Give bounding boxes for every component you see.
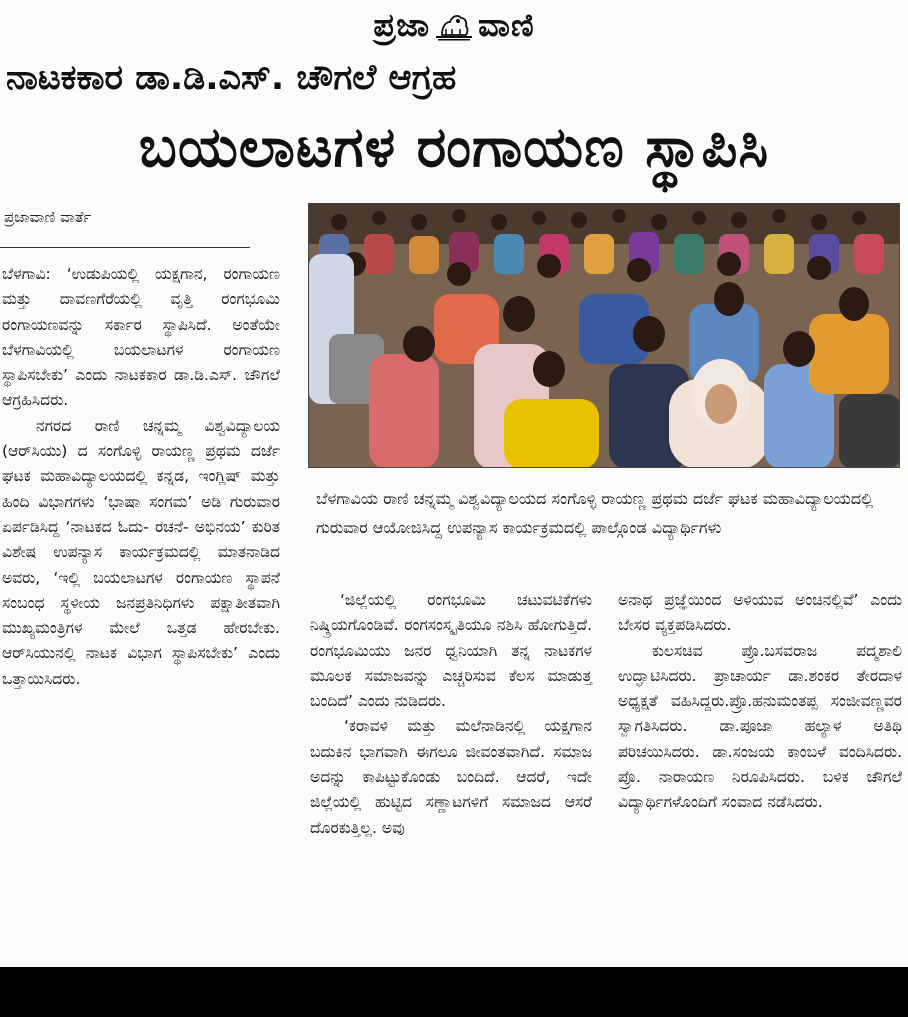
masthead-left: ಪ್ರಜಾ xyxy=(373,5,431,44)
lion-emblem-icon xyxy=(434,8,474,42)
photo-caption: ಬೆಳಗಾವಿಯ ರಾಣಿ ಚನ್ನಮ್ಮ ವಿಶ್ವವಿದ್ಯಾಲಯದ ಸಂಗೊಳ್ಳಿ ರಾಯಣ್ಣ ಪ್ರಥಮ ದರ್ಜೆ ಘಟಕ ಮಹಾವಿದ್ಯಾಲಯದಲ್ಲಿ ಗುರುವಾರ ಆಯೋಜಿಸಿದ್ದ ಉಪನ್ಯಾಸ ಕಾರ್ಯಕ್ರಮದಲ್ಲಿ ಪಾಲ್ಗೊಂಡ ವಿದ್ಯಾರ್ಥಿಗಳು xyxy=(316,489,874,537)
paragraph: ನಗರದ ರಾಣಿ ಚನ್ನಮ್ಮ ವಿಶ್ವವಿದ್ಯಾಲಯ (ಆರ್‌ಸಿಯು) ದ ಸಂಗೊಳ್ಳಿ ರಾಯಣ್ಣ ಪ್ರಥಮ ದರ್ಜೆ ಘಟಕ ಮಹಾವಿದ್ಯಾಲಯದಲ್ಲಿ ಕನ್ನಡ, ಇಂಗ್ಲಿಷ್ ಮತ್ತು ಹಿಂದಿ ವಿಭಾಗಗಳು ‘ಭಾಷಾ ಸಂಗಮ’ ಅಡಿ ಗುರುವಾರ ಏರ್ಪಡಿಸಿದ್ದ ‘ನಾಟಕದ ಓದು- ರಚನೆ- ಅಭಿನಯ’ ಕುರಿತ ವಿಶೇಷ ಉಪನ್ಯಾಸ ಕಾರ್ಯಕ್ರಮದಲ್ಲಿ ಮಾತನಾಡಿದ ಅವರು, ‘ಇಲ್ಲಿ ಬಯಲಾಟಗಳ ರಂಗಾಯಣ ಸ್ಥಾಪನೆ ಸಂಬಂಧ ಸ್ಥಳೀಯ ಜನಪ್ರತಿನಿಧಿಗಳು ಪಕ್ಷಾತೀತವಾಗಿ ಮುಖ್ಯಮಂತ್ರಿಗಳ ಮೇಲೆ ಒತ್ತಡ ಹೇರಬೇಕು. ಆರ್‌ಸಿಯುನಲ್ಲಿ ನಾಟಕ ವಿಭಾಗ ಸ್ಥಾಪಿಸಬೇಕು’ ಎಂದು ಒತ್ತಾಯಿಸಿದರು. xyxy=(2,416,280,688)
masthead xyxy=(0,2,908,48)
byline-divider xyxy=(0,247,250,248)
masthead-logo xyxy=(373,6,534,45)
bottom-black-band xyxy=(0,967,908,1017)
paragraph: ‘ಜಿಲ್ಲೆಯಲ್ಲಿ ರಂಗಭೂಮಿ ಚಟುವಟಿಕೆಗಳು ನಿಷ್ಕ್ರಿಯಗೊಂಡಿವೆ. ರಂಗಸಂಸ್ಕೃತಿಯೂ ನಶಿಸಿ ಹೋಗುತ್ತಿದೆ. ರಂಗಭೂಮಿಯು ಜನರ ಧ್ವನಿಯಾಗಿ ತನ್ನ ನಾಟಕಗಳ ಮೂಲಕ ಸಮಾಜವನ್ನು ಎಚ್ಚರಿಸುವ ಕೆಲಸ ಮಾಡುತ್ತ ಬಂದಿದೆ’ ಎಂದು ನುಡಿದರು. xyxy=(310,591,592,711)
photo-illustration xyxy=(309,204,900,468)
headline-title: ಬಯಲಾಟಗಳ ರಂಗಾಯಣ ಸ್ಥಾಪಿಸಿ xyxy=(138,115,770,180)
article-column-2 xyxy=(310,588,592,841)
paragraph: ‘ಕರಾವಳಿ ಮತ್ತು ಮಲೆನಾಡಿನಲ್ಲಿ ಯಕ್ಷಗಾನ ಬದುಕಿನ ಭಾಗವಾಗಿ ಈಗಲೂ ಜೀವಂತವಾಗಿದೆ. ಸಮಾಜ ಅದನ್ನು ಕಾಪಿಟ್ಟುಕೊಂಡು ಬಂದಿದೆ. ಆದರೆ, ಇದೇ ಜಿಲ್ಲೆಯಲ್ಲಿ ಹುಟ್ಟಿದ ಸಣ್ಣಾಟಗಳಿಗೆ ಸಮಾಜದ ಆಸರೆ ದೊರಕುತ್ತಿಲ್ಲ. ಅವು xyxy=(310,717,592,837)
article-column-1 xyxy=(2,262,280,692)
paragraph: ಕುಲಸಚಿವ ಪ್ರೊ.ಬಸವರಾಜ ಪದ್ಮಶಾಲಿ ಉದ್ಘಾಟಿಸಿದರು. ಪ್ರಾಚಾರ್ಯ ಡಾ.ಶಂಕರ ತೇರದಾಳ ಅಧ್ಯಕ್ಷತೆ ವಹಿಸಿದ್ದರು.ಪ್ರೊ.ಹನುಮಂತಪ್ಪ ಸಂಜೀವಣ್ಣವರ ಸ್ವಾಗತಿಸಿದರು. ಡಾ.ಪೂಜಾ ಹಲ್ಯಾಳ ಅತಿಥಿ ಪರಿಚಯಿಸಿದರು. ಡಾ.ಸಂಜಯ ಕಾಂಬಳೆ ವಂದಿಸಿದರು. ಪ್ರೊ. ನಾರಾಯಣ ನಿರೂಪಿಸಿದರು. ಬಳಿಕ ಚೌಗಲೆ ವಿದ್ಯಾರ್ಥಿಗಳೊಂದಿಗೆ ಸಂವಾದ ನಡೆಸಿದರು. xyxy=(618,641,902,812)
paragraph: ಬೆಳಗಾವಿ: ‘ಉಡುಪಿಯಲ್ಲಿ ಯಕ್ಷಗಾನ, ರಂಗಾಯಣ ಮತ್ತು ದಾವಣಗೆರೆಯಲ್ಲಿ ವೃತ್ತಿ ರಂಗಭೂಮಿ ರಂಗಾಯಣವನ್ನು ಸರ್ಕಾರ ಸ್ಥಾಪಿಸಿದೆ. ಅಂತೆಯೇ ಬೆಳಗಾವಿಯಲ್ಲಿ ಬಯಲಾಟಗಳ ರಂಗಾಯಣ ಸ್ಥಾಪಿಸಬೇಕು’ ಎಂದು ನಾಟಕಕಾರ ಡಾ.ಡಿ.ಎಸ್. ಚೌಗಲೆ ಆಗ್ರಹಿಸಿದರು. xyxy=(2,265,280,410)
students-audience-photo xyxy=(308,203,900,468)
byline: ಪ್ರಜಾವಾಣಿ ವಾರ್ತೆ xyxy=(4,208,92,226)
article-column-3 xyxy=(618,588,902,816)
masthead-right: ವಾಣಿ xyxy=(478,5,535,44)
paragraph: ಅನಾಥ ಪ್ರಜ್ಞೆಯಿಂದ ಅಳಿಯುವ ಅಂಚಿನಲ್ಲಿವೆ’ ಎಂದು ಬೇಸರ ವ್ಯಕ್ತಪಡಿಸಿದರು. xyxy=(618,591,902,635)
headline-kicker: ನಾಟಕಕಾರ ಡಾ.ಡಿ.ಎಸ್. ಚೌಗಲೆ ಆಗ್ರಹ xyxy=(6,58,457,98)
